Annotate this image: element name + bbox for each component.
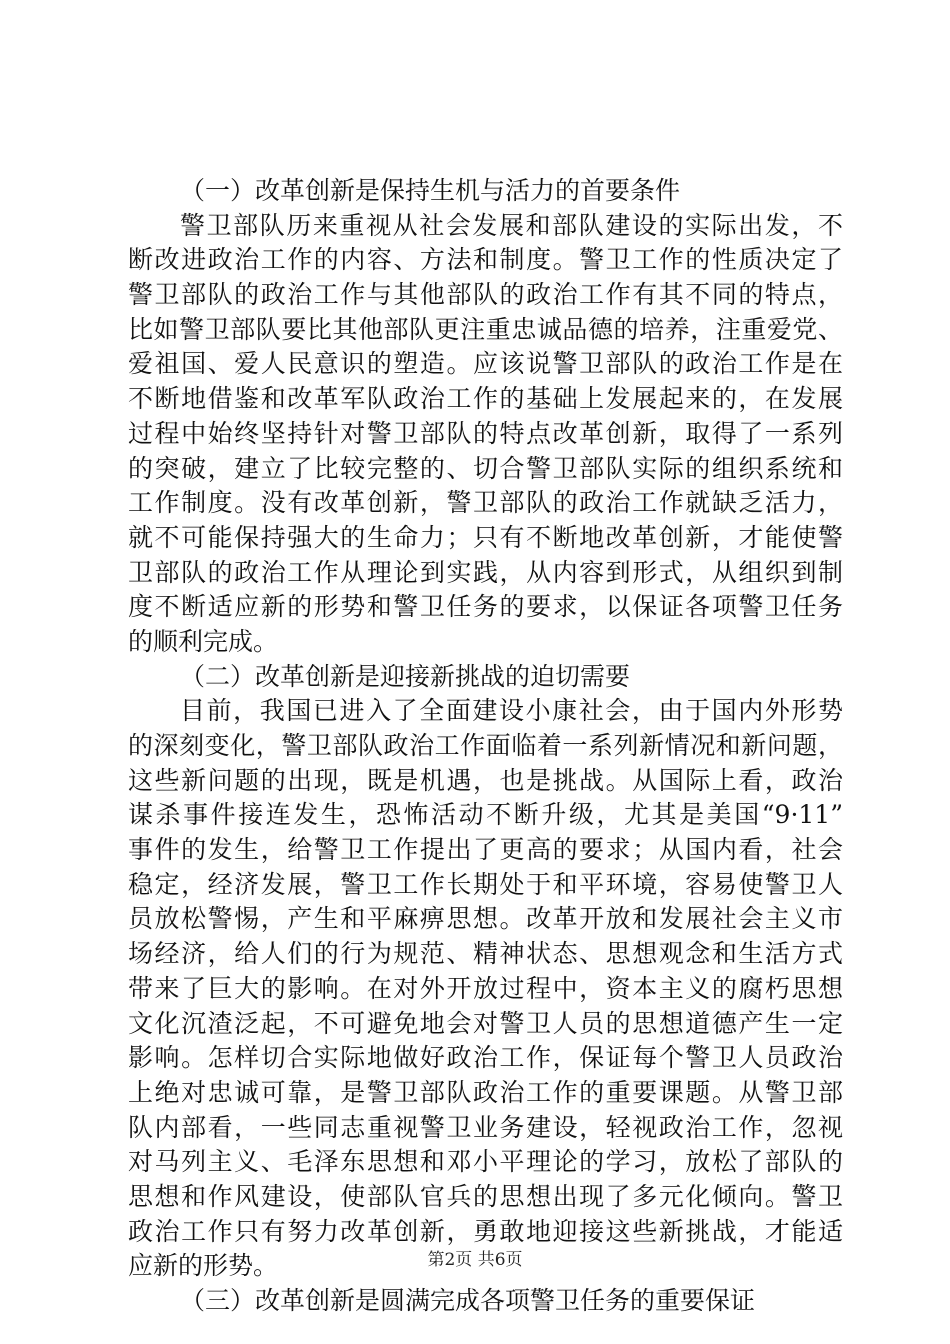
paragraph-line: 的顺利完成。 <box>128 626 279 656</box>
paragraph-line: 谋杀事件接连发生，恐怖活动不断升级，尤其是美国“9·11” <box>128 800 843 830</box>
paragraph-line: 就不可能保持强大的生命力；只有不断地改革创新，才能使警 <box>128 522 843 552</box>
paragraph-line: 目前，我国已进入了全面建设小康社会，由于国内外形势 <box>180 696 843 726</box>
page-number-footer: 第2页 共6页 <box>427 1250 523 1270</box>
paragraph-line: 卫部队的政治工作从理论到实践，从内容到形式，从组织到制 <box>128 557 843 587</box>
section-heading-1: （一）改革创新是保持生机与活力的首要条件 <box>180 176 681 205</box>
section-heading-2: （二）改革创新是迎接新挑战的迫切需要 <box>180 661 631 691</box>
paragraph-line: 过程中始终坚持针对警卫部队的特点改革创新，取得了一系列 <box>128 418 843 448</box>
paragraph-line: 断改进政治工作的内容、方法和制度。警卫工作的性质决定了 <box>128 245 843 275</box>
paragraph-line: 员放松警惕，产生和平麻痹思想。改革开放和发展社会主义市 <box>128 904 843 934</box>
paragraph-line: 事件的发生，给警卫工作提出了更高的要求；从国内看，社会 <box>128 835 843 865</box>
section-heading-3: （三）改革创新是圆满完成各项警卫任务的重要保证 <box>180 1286 756 1315</box>
paragraph-line: 度不断适应新的形势和警卫任务的要求，以保证各项警卫任务 <box>128 592 843 622</box>
paragraph-line: 应新的形势。 <box>128 1251 279 1281</box>
paragraph-line: 不断地借鉴和改革军队政治工作的基础上发展起来的，在发展 <box>128 384 843 414</box>
paragraph-line: 对马列主义、毛泽东思想和邓小平理论的学习，放松了部队的 <box>128 1147 843 1177</box>
paragraph-line: 文化沉渣泛起，不可避免地会对警卫人员的思想道德产生一定 <box>128 1008 843 1038</box>
paragraph-line: 队内部看，一些同志重视警卫业务建设，轻视政治工作，忽视 <box>128 1112 843 1142</box>
paragraph-line: 上绝对忠诚可靠，是警卫部队政治工作的重要课题。从警卫部 <box>128 1077 843 1107</box>
paragraph-line: 的突破，建立了比较完整的、切合警卫部队实际的组织系统和 <box>128 453 843 483</box>
paragraph-line: 警卫部队历来重视从社会发展和部队建设的实际出发，不 <box>180 210 843 240</box>
paragraph-line: 这些新问题的出现，既是机遇，也是挑战。从国际上看，政治 <box>128 765 843 795</box>
paragraph-line: 爱祖国、爱人民意识的塑造。应该说警卫部队的政治工作是在 <box>128 349 843 379</box>
paragraph-line: 带来了巨大的影响。在对外开放过程中，资本主义的腐朽思想 <box>128 973 843 1003</box>
document-body <box>128 174 843 1319</box>
paragraph-line: 影响。怎样切合实际地做好政治工作，保证每个警卫人员政治 <box>128 1043 843 1073</box>
paragraph-line: 工作制度。没有改革创新，警卫部队的政治工作就缺乏活力， <box>128 488 843 518</box>
paragraph-line: 比如警卫部队要比其他部队更注重忠诚品德的培养，注重爱党、 <box>128 314 843 344</box>
paragraph-line: 警卫部队的政治工作与其他部队的政治工作有其不同的特点， <box>128 280 843 310</box>
paragraph-line: 稳定，经济发展，警卫工作长期处于和平环境，容易使警卫人 <box>128 869 843 899</box>
paragraph-line: 的深刻变化，警卫部队政治工作面临着一系列新情况和新问题， <box>128 731 843 760</box>
paragraph-line: 政治工作只有努力改革创新，勇敢地迎接这些新挑战，才能适 <box>128 1216 843 1246</box>
paragraph-line: 场经济，给人们的行为规范、精神状态、思想观念和生活方式 <box>128 939 843 969</box>
paragraph-line: 思想和作风建设，使部队官兵的思想出现了多元化倾向。警卫 <box>128 1181 843 1211</box>
